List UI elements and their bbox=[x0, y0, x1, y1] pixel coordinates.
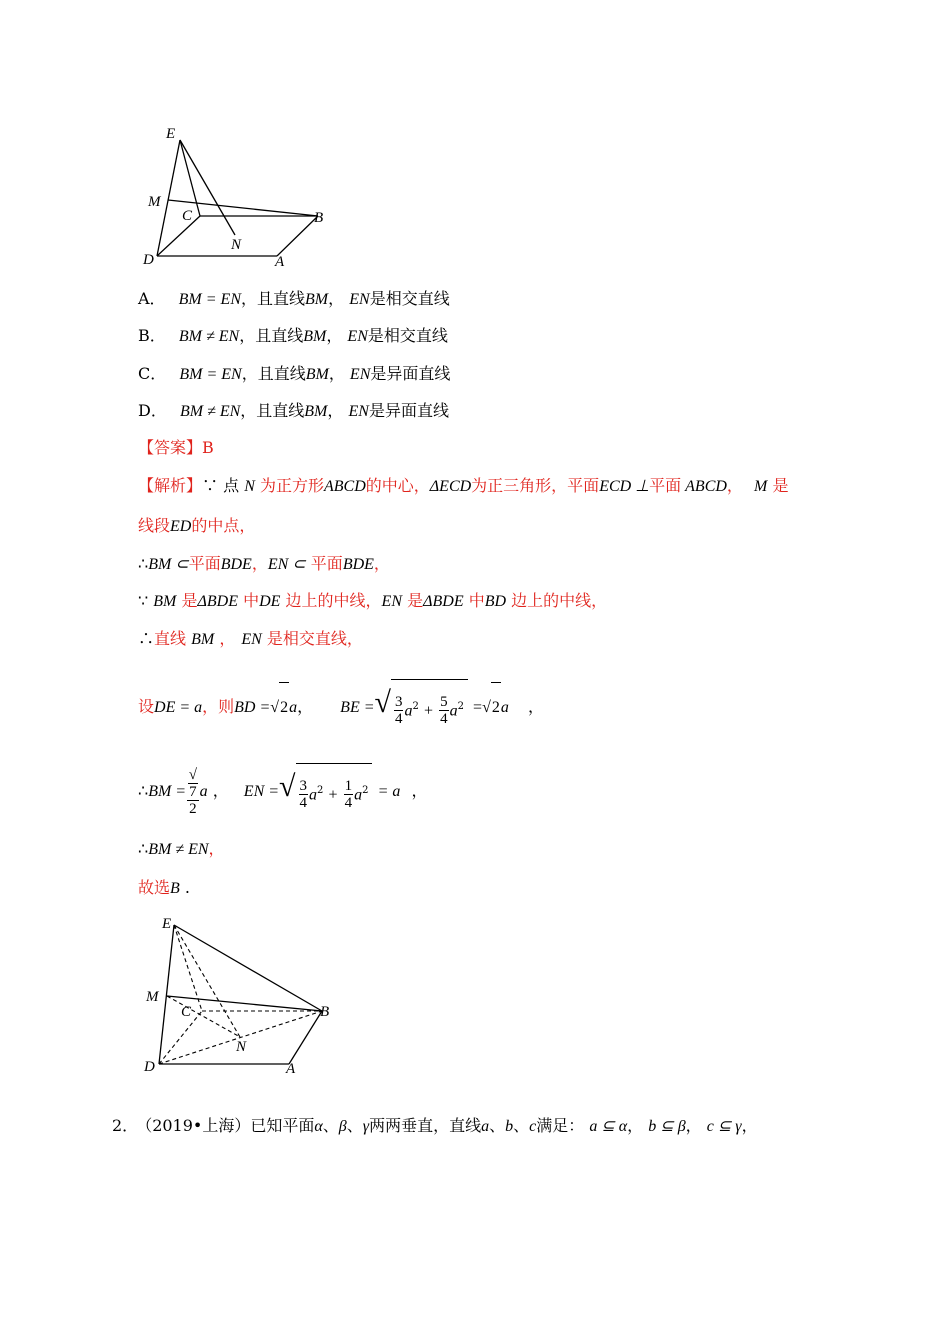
label-B-2: B bbox=[320, 1004, 330, 1020]
label-D-2: D bbox=[144, 1059, 155, 1075]
option-c: C． BM = EN，且直线BM， EN是异面直线 bbox=[138, 364, 451, 383]
label-A-2: A bbox=[286, 1061, 296, 1077]
figure-1 bbox=[130, 118, 350, 273]
analysis-line-3: ∴BM ⊂平面BDE，EN ⊂ 平面BDE， bbox=[138, 554, 390, 573]
analysis-line-2: 线段ED的中点， bbox=[138, 516, 256, 535]
label-E: E bbox=[166, 126, 176, 142]
analysis-line-4: ∵ BM 是ΔBDE 中DE 边上的中线，EN 是ΔBDE 中BD 边上的中线， bbox=[138, 591, 608, 610]
analysis-line-5: ∴直线 BM ， EN 是相交直线， bbox=[138, 629, 363, 648]
analysis-line-9: 故选B . bbox=[138, 878, 190, 897]
figure-2 bbox=[132, 908, 352, 1078]
answer-line: 【答案】B bbox=[138, 438, 214, 457]
option-a: A． BM = EN，且直线BM， EN是相交直线 bbox=[138, 289, 450, 308]
be-radicand: $\frac{3}{4}$ $a^2$ + $\frac{5}{4}$ $a^2$ bbox=[391, 679, 468, 736]
label-M-2: M bbox=[146, 989, 159, 1005]
bm-fraction: √ 7 2 bbox=[188, 766, 197, 817]
label-N: N bbox=[231, 237, 242, 253]
option-b: B． BM ≠ EN，且直线BM， EN是相交直线 bbox=[138, 326, 448, 345]
analysis-line-1: 【解析】∵ 点 N 为正方形ABCD的中心，ΔECD为正三角形，平面ECD ⊥平面 ABCD， M 是 bbox=[138, 476, 789, 495]
analysis-line-8: ∴BM ≠ EN， bbox=[138, 839, 225, 858]
label-M: M bbox=[148, 194, 161, 210]
label-C-2: C bbox=[181, 1004, 192, 1020]
label-N-2: N bbox=[236, 1039, 247, 1055]
en-radicand: $\frac{3}{4}$ $a^2$ + $\frac{1}{4}$ $a^2$ bbox=[296, 763, 373, 820]
option-d: D． BM ≠ EN，且直线BM， EN是异面直线 bbox=[138, 401, 449, 420]
label-A: A bbox=[275, 254, 285, 270]
analysis-line-7: ∴BM = √ 7 2 a ， EN =√ $\frac{3}{4}$ $a^2$ + $\frac{1}{4}$ $a^2 = a$ ， bbox=[138, 762, 427, 812]
question-2: 2． （2019•上海）已知平面α、β、γ两两垂直，直线a、b、c满足： a ⊆ α， b ⊆ β， c ⊆ γ， bbox=[112, 1116, 758, 1135]
label-E-2: E bbox=[162, 916, 172, 932]
label-C: C bbox=[182, 208, 193, 224]
label-D: D bbox=[143, 252, 154, 268]
analysis-line-6: 设DE = a，则BD =√2a， BE =√ $\frac{3}{4}$ $a^2$ + $\frac{5}{4}$ $a^2 =√2a$ ， bbox=[138, 678, 544, 728]
label-B: B bbox=[314, 210, 324, 226]
